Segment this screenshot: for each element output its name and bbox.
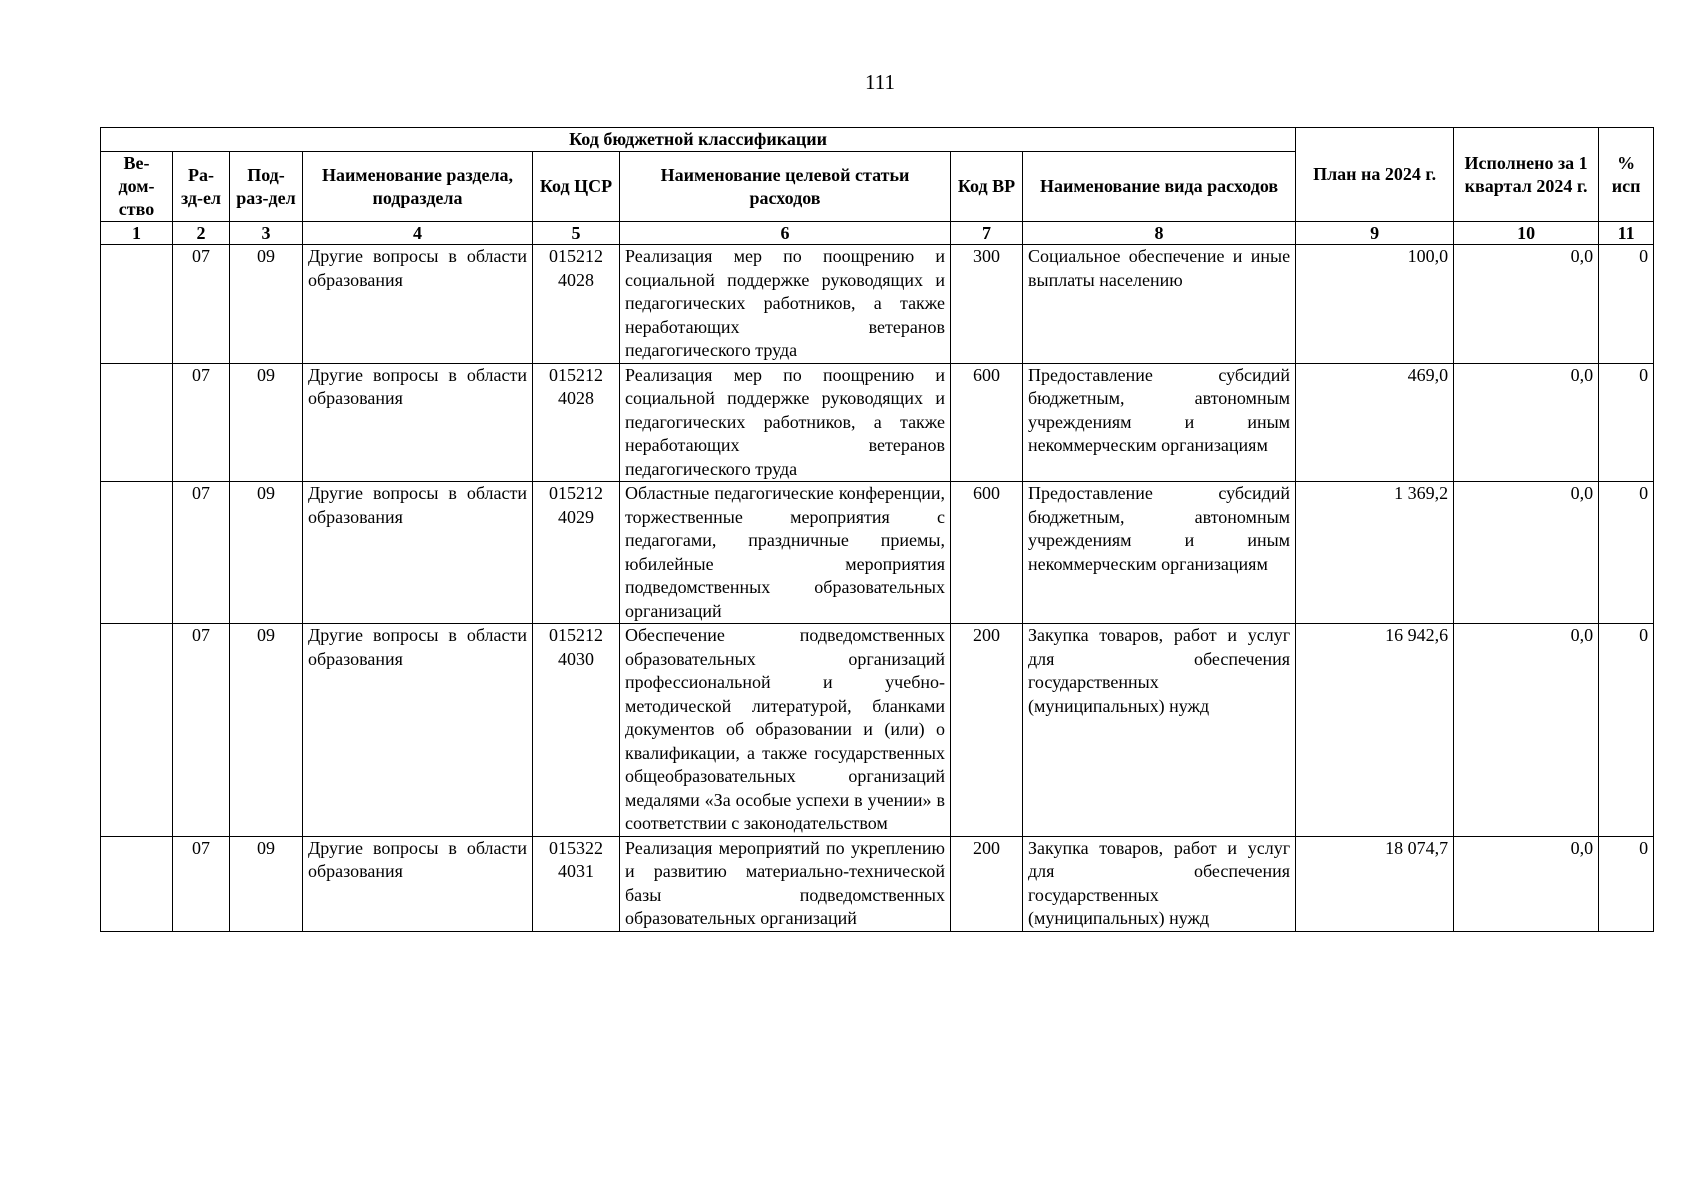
cell-percent: 0 [1599, 245, 1654, 364]
cell-executed: 0,0 [1454, 245, 1599, 364]
column-numbers-row [101, 222, 1654, 245]
cell-razdel: 07 [173, 363, 230, 482]
cell-podrazdel: 09 [230, 245, 303, 364]
cell-plan: 18 074,7 [1296, 836, 1454, 931]
column-number: 7 [951, 222, 1023, 245]
header-budget-classification: Код бюджетной классификации [101, 128, 1296, 152]
cell-razdel: 07 [173, 836, 230, 931]
cell-plan: 469,0 [1296, 363, 1454, 482]
cell-plan: 100,0 [1296, 245, 1454, 364]
cell-executed: 0,0 [1454, 482, 1599, 624]
header-target-name: Наименование целевой статьи расходов [620, 152, 951, 222]
cell-razdel: 07 [173, 245, 230, 364]
cell-expense-type: Социальное обеспечение и иные выплаты населению [1023, 245, 1296, 364]
table-row [101, 624, 1654, 837]
header-vr: Код ВР [951, 152, 1023, 222]
cell-section-name: Другие вопросы в области образования [303, 482, 533, 624]
table-row [101, 245, 1654, 364]
cell-executed: 0,0 [1454, 836, 1599, 931]
cell-target-name: Реализация мер по поощрению и социальной поддержке руководящих и педагогических работников, а также неработающих ветеранов педагогического труда [620, 245, 951, 364]
header-razdel: Ра-зд-ел [173, 152, 230, 222]
cell-plan: 1 369,2 [1296, 482, 1454, 624]
cell-podrazdel: 09 [230, 482, 303, 624]
header-group-row [101, 128, 1654, 152]
cell-expense-type: Закупка товаров, работ и услуг для обеспечения государственных (муниципальных) нужд [1023, 836, 1296, 931]
cell-section-name: Другие вопросы в области образования [303, 363, 533, 482]
header-section-name: Наименование раздела, подраздела [303, 152, 533, 222]
page-number: 111 [865, 70, 895, 94]
header-percent: % исп [1599, 128, 1654, 222]
cell-expense-type: Предоставление субсидий бюджетным, автономным учреждениям и иным некоммерческим организациям [1023, 363, 1296, 482]
cell-target-name: Реализация мер по поощрению и социальной поддержке руководящих и педагогических работников, а также неработающих ветеранов педагогического труда [620, 363, 951, 482]
cell-vedomstvo [101, 624, 173, 837]
header-executed: Исполнено за 1 квартал 2024 г. [1454, 128, 1599, 222]
cell-target-name: Областные педагогические конференции, торжественные мероприятия с педагогами, праздничные приемы, юбилейные мероприятия подведомственных образовательных организаций [620, 482, 951, 624]
cell-vr: 600 [951, 482, 1023, 624]
cell-section-name: Другие вопросы в области образования [303, 836, 533, 931]
cell-section-name: Другие вопросы в области образования [303, 245, 533, 364]
cell-section-name: Другие вопросы в области образования [303, 624, 533, 837]
cell-vr: 200 [951, 624, 1023, 837]
cell-percent: 0 [1599, 624, 1654, 837]
cell-expense-type: Закупка товаров, работ и услуг для обеспечения государственных (муниципальных) нужд [1023, 624, 1296, 837]
cell-vedomstvo [101, 363, 173, 482]
column-number: 3 [230, 222, 303, 245]
cell-razdel: 07 [173, 482, 230, 624]
cell-expense-type: Предоставление субсидий бюджетным, автономным учреждениям и иным некоммерческим организациям [1023, 482, 1296, 624]
cell-plan: 16 942,6 [1296, 624, 1454, 837]
cell-target-name: Реализация мероприятий по укреплению и развитию материально-технической базы подведомственных образовательных организаций [620, 836, 951, 931]
header-expense-type: Наименование вида расходов [1023, 152, 1296, 222]
header-podrazdel: Под-раз-дел [230, 152, 303, 222]
column-number: 1 [101, 222, 173, 245]
cell-csr: 015212 4030 [533, 624, 620, 837]
header-vedomstvo: Ве-дом-ство [101, 152, 173, 222]
cell-executed: 0,0 [1454, 363, 1599, 482]
cell-vr: 200 [951, 836, 1023, 931]
cell-podrazdel: 09 [230, 836, 303, 931]
cell-csr: 015212 4028 [533, 245, 620, 364]
cell-csr: 015322 4031 [533, 836, 620, 931]
column-number: 11 [1599, 222, 1654, 245]
cell-percent: 0 [1599, 836, 1654, 931]
header-plan: План на 2024 г. [1296, 128, 1454, 222]
table-row [101, 363, 1654, 482]
cell-csr: 015212 4029 [533, 482, 620, 624]
cell-executed: 0,0 [1454, 624, 1599, 837]
cell-vedomstvo [101, 245, 173, 364]
cell-target-name: Обеспечение подведомственных образовательных организаций профессиональной и учебно-методической литературой, бланками документов об образовании и (или) о квалификации, а также государственных общеобразовательных организаций медалями «За особые успехи в учении» в соответствии с законодательством [620, 624, 951, 837]
column-number: 4 [303, 222, 533, 245]
cell-vedomstvo [101, 482, 173, 624]
cell-vr: 600 [951, 363, 1023, 482]
cell-vedomstvo [101, 836, 173, 931]
cell-vr: 300 [951, 245, 1023, 364]
cell-podrazdel: 09 [230, 363, 303, 482]
column-number: 5 [533, 222, 620, 245]
header-csr: Код ЦСР [533, 152, 620, 222]
column-number: 6 [620, 222, 951, 245]
table-row [101, 836, 1654, 931]
cell-razdel: 07 [173, 624, 230, 837]
cell-csr: 015212 4028 [533, 363, 620, 482]
column-number: 2 [173, 222, 230, 245]
cell-percent: 0 [1599, 363, 1654, 482]
column-number: 10 [1454, 222, 1599, 245]
table-row [101, 482, 1654, 624]
cell-podrazdel: 09 [230, 624, 303, 837]
budget-table [100, 127, 1654, 932]
cell-percent: 0 [1599, 482, 1654, 624]
column-number: 8 [1023, 222, 1296, 245]
column-number: 9 [1296, 222, 1454, 245]
